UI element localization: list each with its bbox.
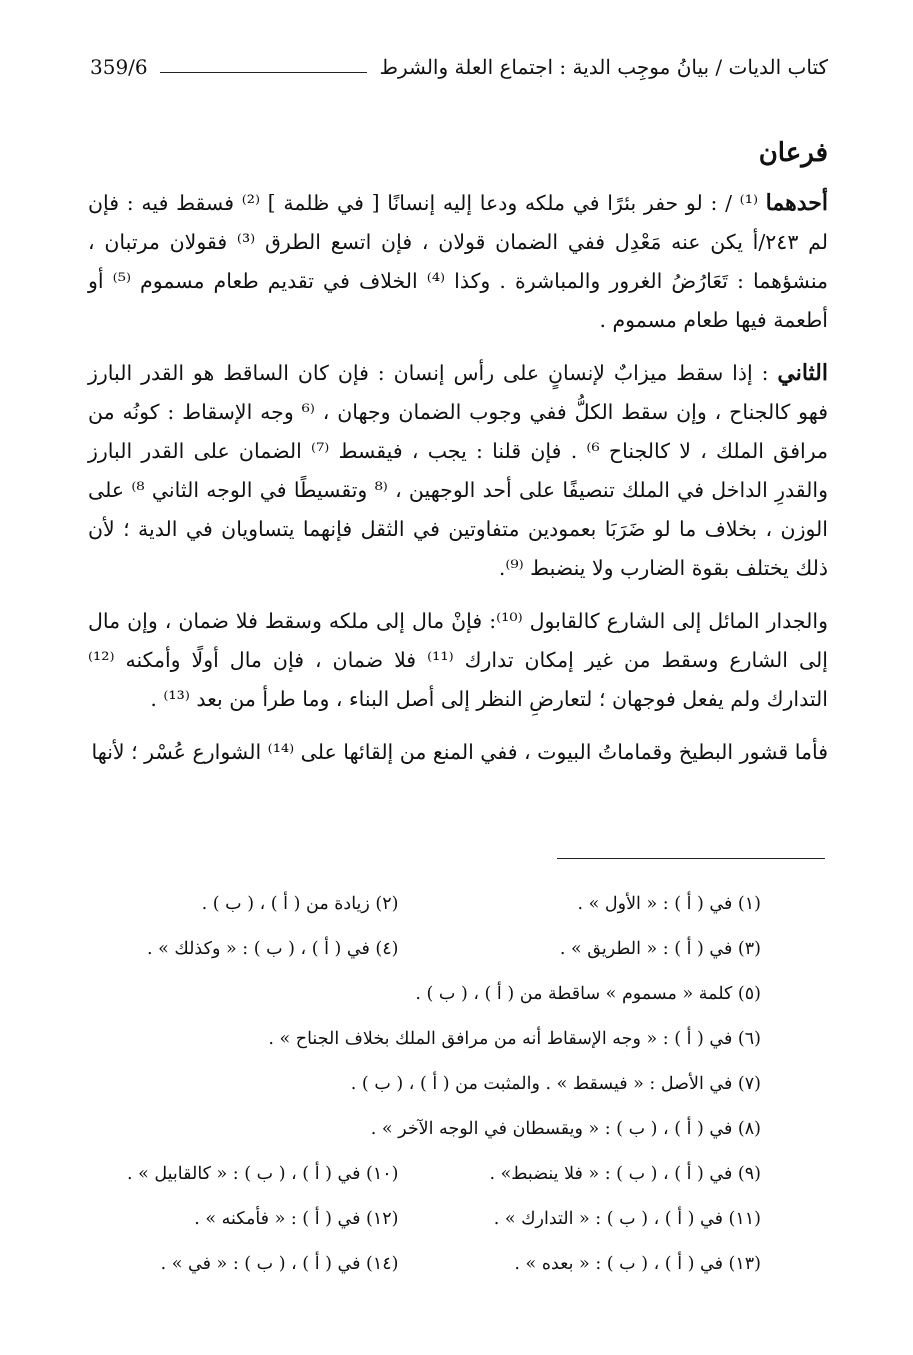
paragraph-lead: الثاني — [777, 360, 828, 386]
footnote-row — [88, 882, 833, 927]
paragraph-text: فأما قشور البطيخ وقماماتُ البيوت ، ففي المنع من إلقائها على ⁽¹⁴⁾ الشوارع عُسْر ؛ لأنها — [91, 740, 828, 764]
footnote-row — [88, 1062, 833, 1107]
footnote: (٨) في ( أ ) ، ( ب ) : « ويقسطان في الوجه الآخر » . — [370, 1119, 761, 1139]
footnote-row — [88, 1017, 833, 1062]
header-rule — [160, 72, 368, 73]
footnote: (٢) زيادة من ( أ ) ، ( ب ) . — [201, 894, 399, 914]
footnote-row — [88, 1242, 833, 1287]
paragraph-text: والجدار المائل إلى الشارع كالقابول ⁽¹⁰⁾: فإنْ مال إلى ملكه وسقط فلا ضمان ، وإن مال إلى الشارع وسقط من غير إمكان تدارك ⁽¹¹⁾ فلا ضمان ، فإن مال أولًا وأمكنه ⁽¹²⁾ التدارك ولم يفعل فوجهان ؛ لتعارضِ النظر إلى أصل البناء ، وما طرأ من بعد ⁽¹³⁾ . — [88, 609, 828, 711]
footnotes — [88, 882, 833, 1287]
footnote: (٥) كلمة « مسموم » ساقطة من ( أ ) ، ( ب ) . — [415, 984, 761, 1004]
footnote: (٣) في ( أ ) : « الطريق » . — [559, 939, 761, 959]
paragraph-leaning-wall — [88, 602, 828, 719]
footnote-row — [88, 1152, 833, 1197]
footnote: (٤) في ( أ ) ، ( ب ) : « وكذلك » . — [146, 939, 399, 959]
header-title: كتاب الديات / بيانُ موجِب الدية : اجتماع العلة والشرط — [379, 55, 828, 79]
section-title: فرعان — [758, 138, 828, 168]
body-text — [88, 184, 828, 772]
paragraph-melon-peels — [88, 733, 828, 772]
footnote-row — [88, 972, 833, 1017]
paragraph-lead: أحدهما — [765, 190, 828, 216]
footnote-divider — [557, 858, 825, 859]
paragraph-text: ⁽¹⁾ / : لو حفر بئرًا في ملكه ودعا إليه إنسانًا [ في ظلمة ] ⁽²⁾ فسقط فيه : فإن لم ٢٤٣/أ يكن عنه مَعْدِل ففي الضمان قولان ، فإن اتسع الطرق ⁽³⁾ فقولان مرتبان ، منشؤهما : تَعَارُضُ الغرور والمباشرة . وكذا ⁽⁴⁾ الخلاف في تقديم طعام مسموم ⁽⁵⁾ أو أطعمة فيها طعام مسموم . — [88, 191, 828, 332]
footnote-row — [88, 927, 833, 972]
page-number: 359/6 — [90, 55, 148, 79]
footnote: (٦) في ( أ ) : « وجه الإسقاط أنه من مرافق الملك بخلاف الجناح » . — [268, 1029, 761, 1049]
running-header — [90, 50, 828, 84]
footnote: (١١) في ( أ ) ، ( ب ) : « التدارك » . — [493, 1209, 761, 1229]
paragraph-second-branch — [88, 354, 828, 588]
footnote: (١٤) في ( أ ) ، ( ب ) : « في » . — [160, 1254, 399, 1274]
footnote: (١٠) في ( أ ) ، ( ب ) : « كالقابيل » . — [127, 1164, 399, 1184]
footnote: (١) في ( أ ) : « الأول » . — [577, 894, 761, 914]
footnote-row — [88, 1107, 833, 1152]
footnote: (١٣) في ( أ ) ، ( ب ) : « بعده » . — [514, 1254, 761, 1274]
paragraph-text: : إذا سقط ميزابٌ لإنسانٍ على رأس إنسان : فإن كان الساقط هو القدر البارز فهو كالجناح ، وإن سقط الكلُّ ففي وجوب الضمان وجهان ، ⁽⁶ وجه الإسقاط : كونُه من مرافق الملك ، لا كالجناح ⁶⁾ . فإن قلنا : يجب ، فيقسط ⁽⁷⁾ الضمان على القدر البارز والقدرِ الداخل في الملك تنصيفًا على أحد الوجهين ، ⁽⁸ وتقسيطًا في الوجه الثاني ⁸⁾ على الوزن ، بخلاف ما لو ضَرَبَا بعمودين متفاوتين في الثقل فإنهما يتساويان في الدية ؛ لأن ذلك يختلف بقوة الضارب ولا ينضبط ⁽⁹⁾. — [88, 361, 829, 580]
footnote-row — [88, 1197, 833, 1242]
footnote: (٩) في ( أ ) ، ( ب ) : « فلا ينضبط» . — [489, 1164, 761, 1184]
paragraph-first-branch — [88, 184, 828, 340]
footnote: (١٢) في ( أ ) : « فأمكنه » . — [194, 1209, 399, 1229]
footnote: (٧) في الأصل : « فيسقط » . والمثبت من ( أ ) ، ( ب ) . — [350, 1074, 761, 1094]
